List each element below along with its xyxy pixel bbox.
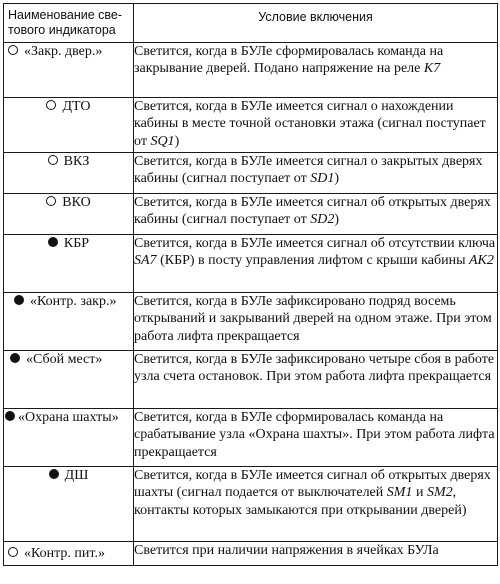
indicator-cell <box>4 98 134 153</box>
header-indicator-name <box>4 4 134 43</box>
condition-ref-2: SM2 <box>426 485 453 501</box>
condition-text: Светится, когда в БУЛе сформировалась команда на закрывание дверей. Подано напряжение на реле <box>134 44 444 77</box>
lamp-off-icon <box>46 100 56 110</box>
table-row <box>4 351 498 409</box>
condition-cell <box>134 542 498 566</box>
table-row <box>4 467 498 542</box>
lamp-off-icon <box>8 45 18 55</box>
header-condition: Условие включения <box>134 4 498 43</box>
indicator-cell <box>4 235 134 293</box>
lamp-off-icon <box>46 196 56 206</box>
lamp-on-icon <box>10 353 20 363</box>
condition-cell <box>134 467 498 542</box>
table-row <box>4 293 498 351</box>
condition-text-end: , контакты которых замыкаются при открывании дверей) <box>134 485 467 518</box>
table-row <box>4 409 498 467</box>
lamp-off-icon <box>8 547 18 557</box>
lamp-on-icon <box>5 411 15 421</box>
indicator-name: «Закр. двер.» <box>24 44 103 59</box>
condition-ref: SM1 <box>386 485 413 501</box>
header-indicator-name-line2: тового индикатора <box>8 23 116 37</box>
table-row <box>4 235 498 293</box>
table-row <box>4 542 498 566</box>
lamp-off-icon <box>48 155 58 165</box>
indicator-cell <box>4 542 134 566</box>
condition-ref: SD1 <box>310 171 335 187</box>
indicator-table <box>3 3 498 566</box>
condition-text-mid: (КБР) в посту управления лифтом с крыши кабины <box>156 253 469 269</box>
condition-text-end: ) <box>174 133 180 149</box>
condition-ref: SA7 <box>134 253 157 269</box>
condition-text: Светится, когда в БУЛе зафиксировано подряд восемь открываний и закрываний дверей на одном этаже. При этом работа лифта прекращается <box>134 294 492 344</box>
condition-text-end: ) <box>334 171 339 187</box>
table-row <box>4 98 498 153</box>
condition-cell <box>134 235 498 293</box>
condition-ref: K7 <box>423 61 441 77</box>
indicator-name: ДШ <box>64 468 89 483</box>
indicator-name: ВКО <box>62 195 91 210</box>
table-row <box>4 153 498 194</box>
condition-cell <box>134 194 498 235</box>
table-row <box>4 43 498 98</box>
condition-text: Светится, когда в БУЛе имеется сигнал об открытых дверях шахты (сигнал подается от выключателей <box>134 468 491 501</box>
condition-cell <box>134 153 498 194</box>
indicator-name: «Контр. закр.» <box>30 294 117 309</box>
indicator-cell <box>4 194 134 235</box>
indicator-cell <box>4 153 134 194</box>
condition-text-end: ) <box>334 212 339 228</box>
table-header-row <box>4 4 498 43</box>
condition-text: Светится, когда в БУЛе зафиксировано четыре сбоя в работе узла счета остановок. При этом работа лифта прекращается <box>134 352 495 385</box>
condition-cell <box>134 98 498 153</box>
condition-ref: SD2 <box>310 212 335 228</box>
condition-cell <box>134 409 498 467</box>
indicator-name: «Контр. пит.» <box>24 546 105 561</box>
condition-text: Светится, когда в БУЛе сформировалась команда на срабатывание узла «Охрана шахты». При этом работа лифта прекращается <box>134 410 495 460</box>
indicator-cell <box>4 43 134 98</box>
condition-text: Светится, когда в БУЛе имеется сигнал о закрытых дверях кабины (сигнал поступает от <box>134 154 483 187</box>
condition-text: Светится, когда в БУЛе имеется сигнал об отсутствии ключа <box>134 236 496 251</box>
condition-ref-2: AK2 <box>469 253 494 269</box>
condition-cell <box>134 351 498 409</box>
condition-cell <box>134 43 498 98</box>
condition-text: Светится при наличии напряжения в ячейках БУЛа <box>134 543 439 558</box>
indicator-name: «Охрана шахты» <box>18 410 119 425</box>
table-row <box>4 194 498 235</box>
lamp-on-icon <box>14 295 24 305</box>
condition-cell <box>134 293 498 351</box>
indicator-name: КБР <box>63 236 90 251</box>
indicator-cell <box>4 467 134 542</box>
indicator-name: ВКЗ <box>63 154 90 169</box>
indicator-cell <box>4 293 134 351</box>
condition-ref: SQ1 <box>150 133 175 149</box>
condition-text: Светится, когда в БУЛе имеется сигнал о нахождении кабины в месте точной остановки этажа (сигнал поступает от <box>134 99 486 149</box>
indicator-cell <box>4 351 134 409</box>
lamp-on-icon <box>48 237 58 247</box>
header-indicator-name-line1: Наименование све- <box>8 8 122 22</box>
indicator-cell <box>4 409 134 467</box>
condition-text: Светится, когда в БУЛе имеется сигнал об открытых дверях кабины (сигнал поступает от <box>134 195 491 228</box>
condition-text-mid: и <box>412 485 427 501</box>
indicator-name: «Сбой мест» <box>26 352 103 367</box>
lamp-on-icon <box>49 469 59 479</box>
indicator-name: ДТО <box>62 99 91 114</box>
